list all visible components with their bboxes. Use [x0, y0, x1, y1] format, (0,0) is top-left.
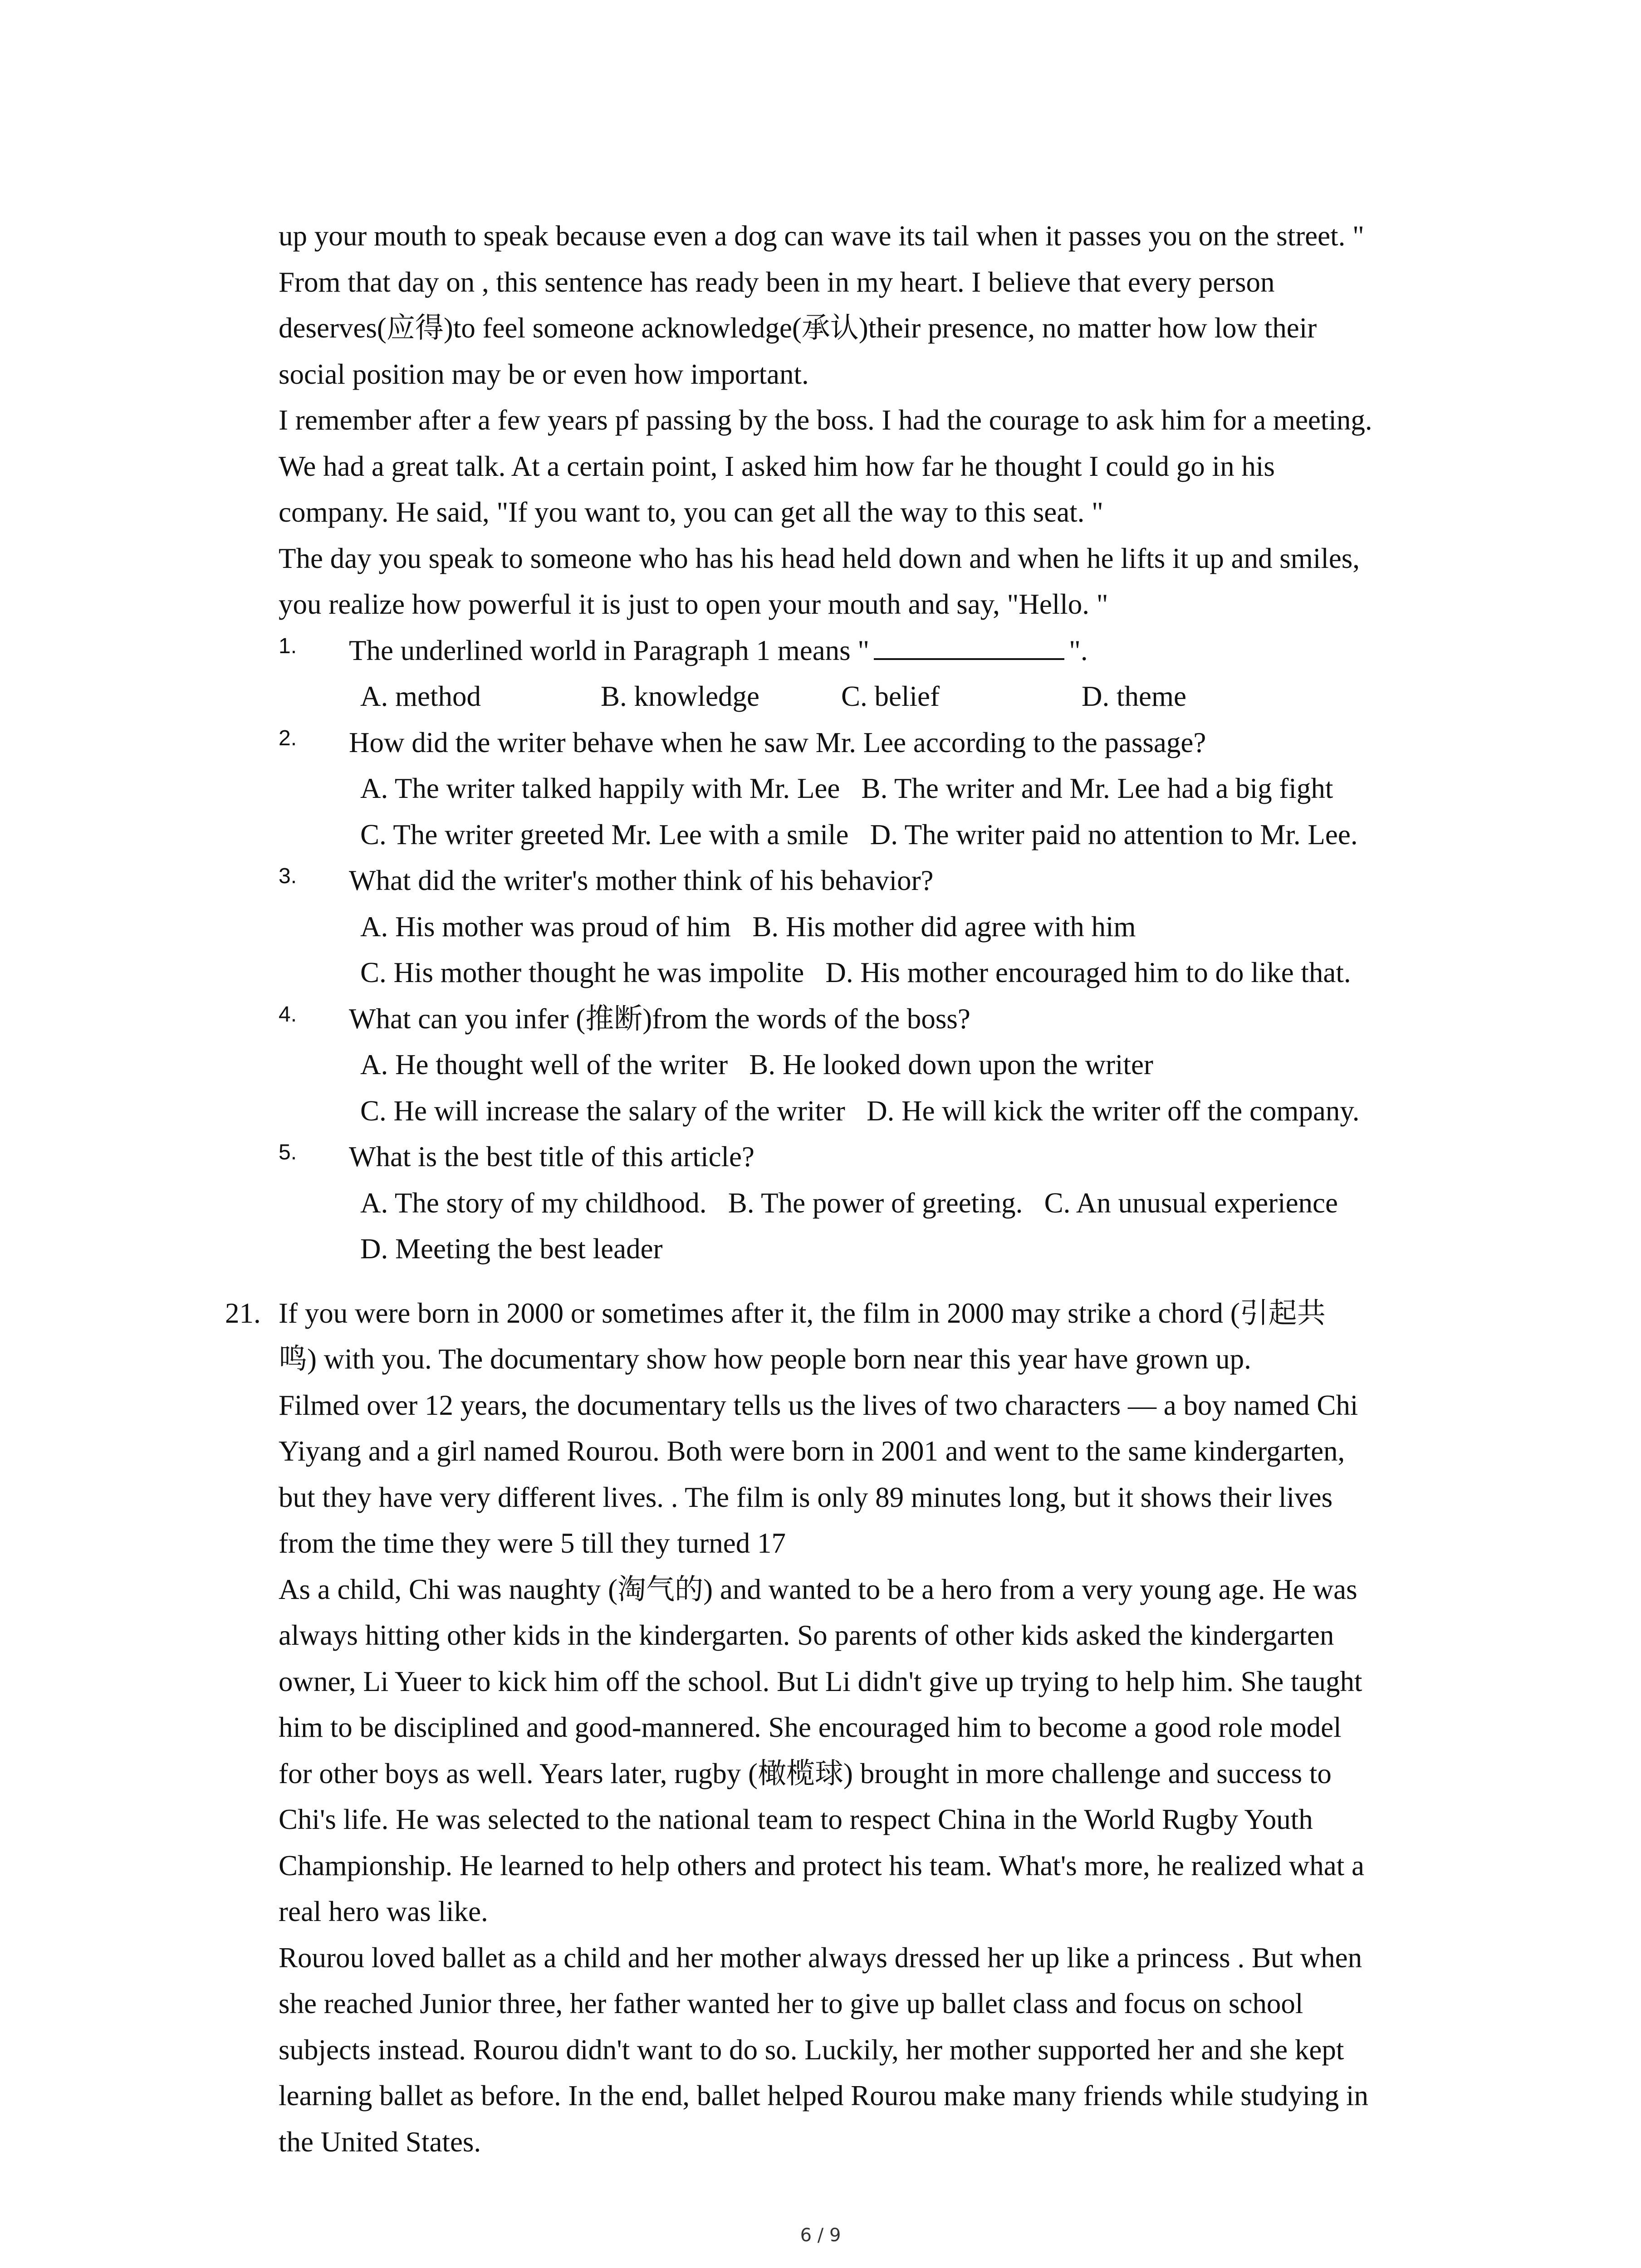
- passage-line: The day you speak to someone who has his head held down and when he lifts it up and smiles,: [279, 542, 1360, 574]
- question-1: [279, 628, 1476, 674]
- question-stem: The underlined world in Paragraph 1 means ": [349, 634, 870, 666]
- option-c: C. belief: [841, 680, 940, 712]
- passage-line: We had a great talk. At a certain point, I asked him how far he thought I could go in his: [279, 450, 1275, 482]
- option-b: B. knowledge: [601, 680, 759, 712]
- option-a: A. method: [360, 680, 481, 712]
- passage-line: him to be disciplined and good-mannered. She encouraged him to become a good role model: [279, 1711, 1342, 1743]
- item-number: 21.: [225, 1297, 261, 1329]
- question-number: 5.: [279, 1140, 297, 1164]
- question-2: [279, 720, 1476, 766]
- passage-line: learning ballet as before. In the end, ballet helped Rourou make many friends while studying in: [279, 2080, 1369, 2112]
- passage-line: social position may be or even how important.: [279, 358, 809, 390]
- passage-line: Yiyang and a girl named Rourou. Both were born in 2001 and went to the same kindergarten,: [279, 1435, 1345, 1467]
- passage-line: I remember after a few years pf passing by the boss. I had the courage to ask him for a meeting.: [279, 404, 1372, 436]
- passage-line: real hero was like.: [279, 1896, 488, 1927]
- page-number: 6 / 9: [800, 2225, 841, 2246]
- question-list: [279, 628, 1476, 1272]
- question-1-options: [279, 674, 1476, 720]
- option-line: C. His mother thought he was impolite D. His mother encouraged him to do like that.: [360, 957, 1351, 988]
- passage-line: company. He said, "If you want to, you can get all the way to this seat. ": [279, 496, 1103, 528]
- section-gap: [279, 1272, 1476, 1290]
- item-21-passage: [279, 1290, 1476, 2165]
- option-d: D. theme: [1082, 680, 1186, 712]
- question-number: 4.: [279, 1002, 297, 1026]
- option-line: A. The writer talked happily with Mr. Lee B. The writer and Mr. Lee had a big fight: [360, 772, 1333, 804]
- question-3: [279, 858, 1476, 904]
- passage-line: 鸣) with you. The documentary show how people born near this year have grown up.: [279, 1343, 1251, 1375]
- passage-line: subjects instead. Rourou didn't want to do so. Luckily, her mother supported her and she kept: [279, 2033, 1344, 2066]
- option-line: A. The story of my childhood. B. The power of greeting. C. An unusual experience: [360, 1187, 1338, 1219]
- option-line: C. He will increase the salary of the writer D. He will kick the writer off the company.: [360, 1095, 1360, 1127]
- option-line: A. His mother was proud of him B. His mother did agree with him: [360, 910, 1136, 943]
- page-content: [225, 213, 1476, 2165]
- question-stem: How did the writer behave when he saw Mr. Lee according to the passage?: [349, 726, 1206, 758]
- answer-blank: [874, 632, 1064, 660]
- question-4: [279, 996, 1476, 1042]
- passage-line: Championship. He learned to help others and protect his team. What's more, he realized what a: [279, 1849, 1364, 1882]
- question-number: 2.: [279, 726, 297, 750]
- passage-line: for other boys as well. Years later, rugby (橄榄球) brought in more challenge and success to: [279, 1757, 1332, 1789]
- passage-line: From that day on , this sentence has ready been in my heart. I believe that every person: [279, 266, 1275, 298]
- passage-line: but they have very different lives. . The film is only 89 minutes long, but it shows their lives: [279, 1481, 1333, 1513]
- question-stem-end: ".: [1069, 634, 1088, 666]
- passage-line: Rourou loved ballet as a child and her mother always dressed her up like a princess . But when: [279, 1941, 1362, 1974]
- reading-item-21: [225, 1290, 1476, 2165]
- passage-line: Chi's life. He was selected to the national team to respect China in the World Rugby Youth: [279, 1804, 1313, 1835]
- question-number: 3.: [279, 864, 297, 888]
- passage-line: deserves(应得)to feel someone acknowledge(承认)their presence, no matter how low their: [279, 312, 1317, 344]
- passage-line: If you were born in 2000 or sometimes after it, the film in 2000 may strike a chord (引起共: [279, 1297, 1326, 1329]
- passage-line: Filmed over 12 years, the documentary tells us the lives of two characters — a boy named Chi: [279, 1389, 1358, 1421]
- question-stem: What can you infer (推断)from the words of the boss?: [349, 1002, 970, 1035]
- question-stem: What did the writer's mother think of his behavior?: [349, 865, 934, 896]
- option-line: C. The writer greeted Mr. Lee with a smile D. The writer paid no attention to Mr. Lee.: [360, 818, 1358, 850]
- question-number: 1.: [279, 634, 297, 658]
- passage-line: As a child, Chi was naughty (淘气的) and wanted to be a hero from a very young age. He was: [279, 1573, 1357, 1605]
- passage-line: you realize how powerful it is just to open your mouth and say, "Hello. ": [279, 588, 1108, 620]
- option-line: A. He thought well of the writer B. He looked down upon the writer: [360, 1049, 1153, 1080]
- passage-line: owner, Li Yueer to kick him off the school. But Li didn't give up trying to help him. She taught: [279, 1665, 1362, 1697]
- question-5: [279, 1134, 1476, 1180]
- question-stem: What is the best title of this article?: [349, 1141, 754, 1173]
- passage-line: she reached Junior three, her father wanted her to give up ballet class and focus on school: [279, 1988, 1303, 2019]
- option-line: D. Meeting the best leader: [360, 1233, 663, 1265]
- passage-line: the United States.: [279, 2126, 481, 2158]
- passage-line: from the time they were 5 till they turned 17: [279, 1527, 786, 1559]
- passage-line: always hitting other kids in the kindergarten. So parents of other kids asked the kindergarten: [279, 1619, 1334, 1651]
- passage-top: [279, 213, 1476, 628]
- passage-line: up your mouth to speak because even a dog can wave its tail when it passes you on the street. ": [279, 220, 1364, 252]
